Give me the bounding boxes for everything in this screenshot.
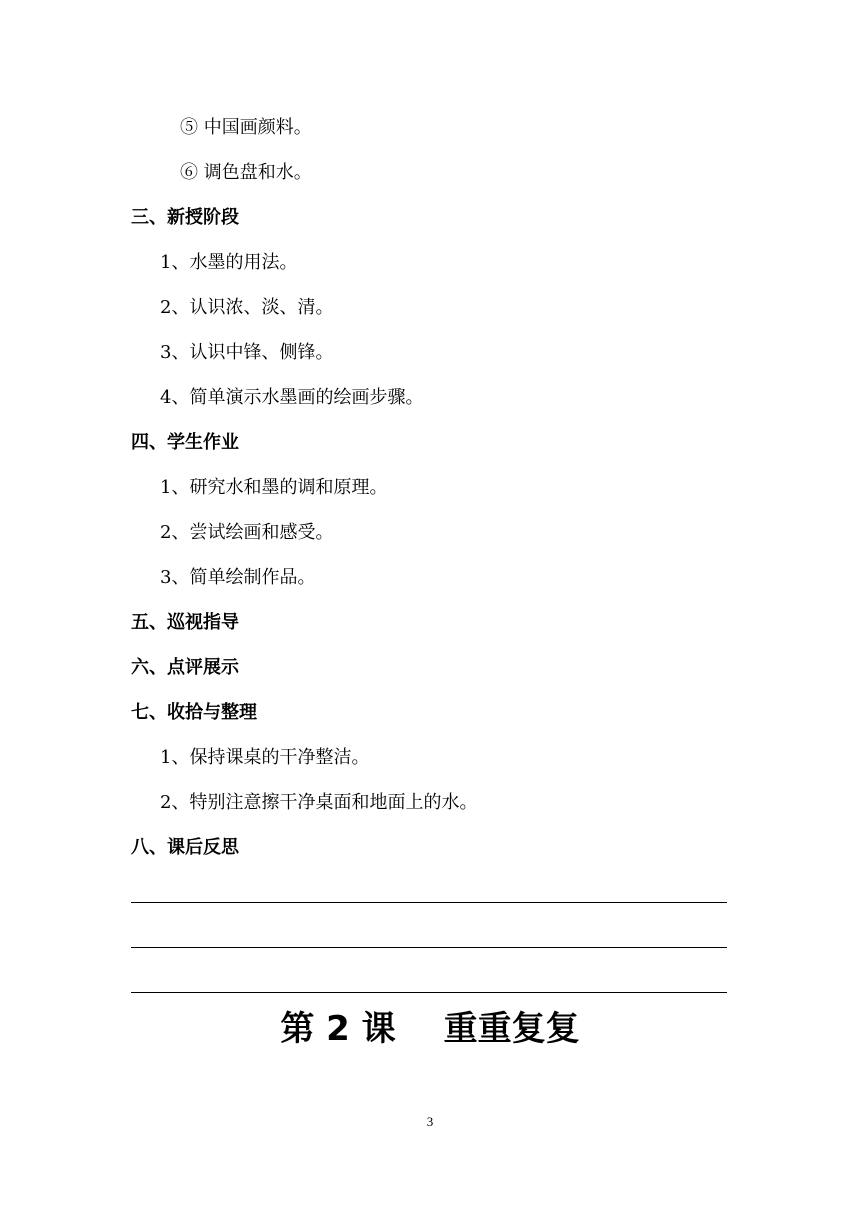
section-heading-4: 四、学生作业 bbox=[131, 432, 239, 453]
section3-item-3: 3、认识中锋、侧锋。 bbox=[160, 342, 334, 363]
section-heading-3: 三、新授阶段 bbox=[131, 207, 239, 228]
section7-item-1: 1、保持课桌的干净整洁。 bbox=[160, 747, 370, 768]
reflection-line-3 bbox=[131, 992, 727, 993]
lesson-name: 重重复复 bbox=[443, 1009, 580, 1049]
section7-item-2: 2、特别注意擦干净桌面和地面上的水。 bbox=[160, 792, 478, 813]
section4-item-3: 3、简单绘制作品。 bbox=[160, 567, 316, 588]
section3-item-2: 2、认识浓、淡、清。 bbox=[160, 297, 334, 318]
section-heading-5: 五、巡视指导 bbox=[131, 612, 239, 633]
section3-item-4: 4、简单演示水墨画的绘画步骤。 bbox=[160, 387, 424, 408]
lesson-title bbox=[0, 1004, 860, 1054]
material-item-5: ⑤ 中国画颜料。 bbox=[180, 117, 312, 138]
lesson-number: 第 2 课 bbox=[280, 1009, 396, 1049]
reflection-line-2 bbox=[131, 947, 727, 948]
reflection-line-1 bbox=[131, 902, 727, 903]
page-number: 3 bbox=[426, 1114, 434, 1129]
material-item-6: ⑥ 调色盘和水。 bbox=[180, 162, 312, 183]
section-heading-8: 八、课后反思 bbox=[131, 837, 239, 858]
section-heading-6: 六、点评展示 bbox=[131, 657, 239, 678]
section3-item-1: 1、水墨的用法。 bbox=[160, 252, 298, 273]
section4-item-1: 1、研究水和墨的调和原理。 bbox=[160, 477, 388, 498]
section-heading-7: 七、收拾与整理 bbox=[131, 702, 257, 723]
section4-item-2: 2、尝试绘画和感受。 bbox=[160, 522, 334, 543]
